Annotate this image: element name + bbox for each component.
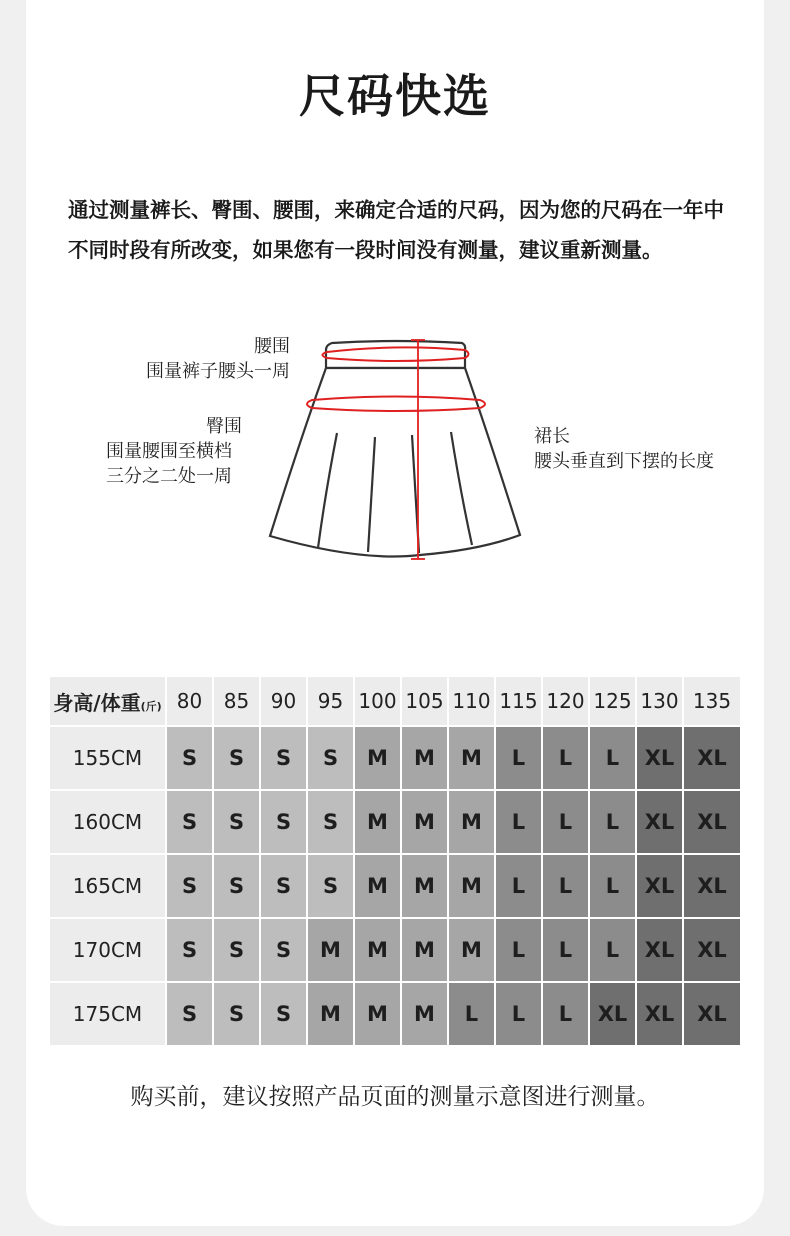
size-cell: M (401, 726, 448, 790)
hip-description-1: 围量腰围至横档 (106, 441, 232, 462)
size-cell: S (260, 726, 307, 790)
size-cell: S (307, 726, 354, 790)
size-cell: XL (589, 982, 636, 1046)
size-cell: XL (683, 918, 741, 982)
height-cell: 165CM (49, 854, 166, 918)
size-cell: M (401, 790, 448, 854)
size-cell: L (589, 790, 636, 854)
weight-header: 100 (354, 676, 401, 726)
size-cell: L (495, 854, 542, 918)
size-cell: S (213, 982, 260, 1046)
size-cell: XL (636, 790, 683, 854)
size-cell: S (166, 726, 213, 790)
size-cell: S (213, 854, 260, 918)
waist-description: 围量裤子腰头一周 (146, 361, 290, 382)
table-row (49, 790, 741, 854)
waist-label (130, 334, 290, 384)
table-header-row (49, 676, 741, 726)
size-cell: L (495, 918, 542, 982)
size-cell: M (401, 918, 448, 982)
waist-name: 腰围 (254, 336, 290, 357)
length-name: 裙长 (534, 426, 570, 447)
weight-header: 85 (213, 676, 260, 726)
size-cell: L (589, 918, 636, 982)
size-cell: S (260, 790, 307, 854)
size-cell: M (354, 854, 401, 918)
size-cell: XL (683, 790, 741, 854)
size-cell: M (307, 982, 354, 1046)
table-row (49, 982, 741, 1046)
size-cell: M (354, 790, 401, 854)
footer-note: 购买前，建议按照产品页面的测量示意图进行测量。 (130, 1084, 660, 1110)
length-description: 腰头垂直到下摆的长度 (534, 451, 714, 472)
weight-header: 135 (683, 676, 741, 726)
size-cell: S (213, 918, 260, 982)
corner-label: 身高/体重 (53, 690, 141, 715)
size-cell: L (589, 854, 636, 918)
size-cell: XL (636, 982, 683, 1046)
size-cell: XL (636, 726, 683, 790)
size-cell: M (354, 726, 401, 790)
size-cell: XL (636, 854, 683, 918)
weight-header: 90 (260, 676, 307, 726)
hip-label (106, 414, 256, 489)
size-cell: XL (683, 982, 741, 1046)
size-cell: S (213, 726, 260, 790)
size-cell: S (307, 790, 354, 854)
table-row (49, 854, 741, 918)
size-cell: L (495, 726, 542, 790)
page-title: 尺码快选 (299, 69, 491, 123)
hip-name: 臀围 (206, 416, 242, 437)
size-cell: XL (683, 726, 741, 790)
weight-header: 105 (401, 676, 448, 726)
size-cell: L (542, 918, 589, 982)
size-cell: M (354, 918, 401, 982)
height-cell: 155CM (49, 726, 166, 790)
length-label (534, 424, 764, 474)
size-cell: S (260, 854, 307, 918)
corner-unit: (斤) (140, 699, 162, 713)
size-cell: L (542, 726, 589, 790)
hip-description-2: 三分之二处一周 (106, 466, 232, 487)
size-cell: L (542, 790, 589, 854)
size-cell: L (495, 790, 542, 854)
size-cell: M (401, 982, 448, 1046)
size-cell: M (448, 726, 495, 790)
weight-header: 80 (166, 676, 213, 726)
size-cell: L (448, 982, 495, 1046)
size-cell: S (260, 982, 307, 1046)
size-chart-table (48, 675, 742, 1047)
height-cell: 175CM (49, 982, 166, 1046)
size-cell: M (307, 918, 354, 982)
size-cell: S (307, 854, 354, 918)
size-cell: L (542, 854, 589, 918)
size-cell: XL (683, 854, 741, 918)
size-cell: L (589, 726, 636, 790)
size-cell: L (542, 982, 589, 1046)
size-cell: M (448, 790, 495, 854)
size-cell: XL (636, 918, 683, 982)
weight-header: 115 (495, 676, 542, 726)
size-cell: S (166, 918, 213, 982)
weight-header: 120 (542, 676, 589, 726)
weight-header: 130 (636, 676, 683, 726)
table-row (49, 918, 741, 982)
size-cell: S (166, 790, 213, 854)
intro-text: 通过测量裤长、臀围、腰围，来确定合适的尺码，因为您的尺码在一年中不同时段有所改变，如果您有一段时间没有测量，建议重新测量。 (68, 198, 724, 262)
weight-header: 95 (307, 676, 354, 726)
table-row (49, 726, 741, 790)
size-cell: L (495, 982, 542, 1046)
size-cell: S (213, 790, 260, 854)
weight-header: 110 (448, 676, 495, 726)
size-cell: M (401, 854, 448, 918)
size-cell: M (448, 918, 495, 982)
table-corner-cell (49, 676, 166, 726)
size-cell: M (354, 982, 401, 1046)
height-cell: 160CM (49, 790, 166, 854)
size-cell: S (260, 918, 307, 982)
size-cell: S (166, 854, 213, 918)
size-cell: S (166, 982, 213, 1046)
height-cell: 170CM (49, 918, 166, 982)
weight-header: 125 (589, 676, 636, 726)
skirt-waistband (326, 341, 465, 368)
size-cell: M (448, 854, 495, 918)
